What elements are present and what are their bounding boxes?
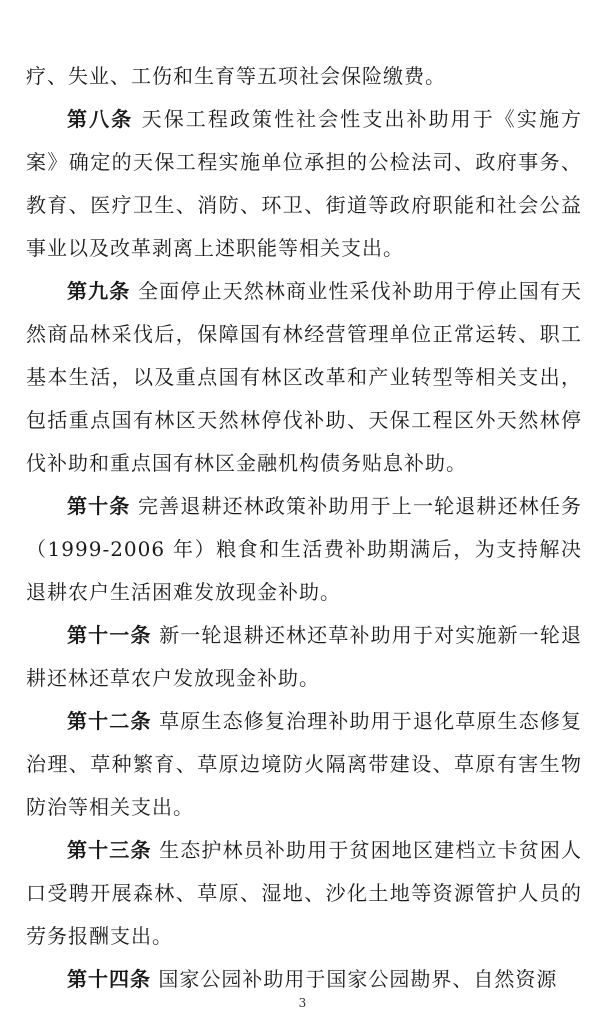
article-14-label: 第十四条	[67, 967, 151, 991]
article-13	[26, 829, 582, 958]
article-10-text: 完善退耕还林政策补助用于上一轮退耕还林任务（1999-2006 年）粮食和生活费补助期满后，为支持解决退耕农户生活困难发放现金补助。	[26, 494, 583, 604]
article-14	[26, 958, 582, 1001]
article-13-text: 生态护林员补助用于贫困地区建档立卡贫困人口受聘开展森林、草原、湿地、沙化土地等资源管护人员的劳务报酬支出。	[26, 838, 583, 948]
article-11	[26, 614, 582, 700]
article-8-label: 第八条	[67, 107, 134, 131]
article-8-text: 天保工程政策性社会性支出补助用于《实施方案》确定的天保工程实施单位承担的公检法司、政府事务、教育、医疗卫生、消防、环卫、街道等政府职能和社会公益事业以及改革剥离上述职能等相关支出。	[26, 107, 583, 260]
continued-text: 疗、失业、工伤和生育等五项社会保险缴费。	[26, 64, 446, 88]
article-12	[26, 700, 582, 829]
article-11-label: 第十一条	[67, 623, 152, 647]
article-9	[26, 270, 582, 485]
article-8	[26, 98, 582, 270]
continued-paragraph	[26, 55, 582, 98]
article-10	[26, 485, 582, 614]
article-12-label: 第十二条	[67, 709, 152, 733]
article-14-text: 国家公园补助用于国家公园勘界、自然资源	[158, 967, 558, 991]
article-13-label: 第十三条	[67, 838, 152, 862]
page-number: 3	[298, 996, 307, 1010]
article-9-text: 全面停止天然林商业性采伐补助用于停止国有天然商品林采伐后，保障国有林经营管理单位正常运转、职工基本生活，以及重点国有林区改革和产业转型等相关支出，包括重点国有林区天然林停伐补助、天保工程区外天然林停伐补助和重点国有林区金融机构债务贴息补助。	[26, 279, 583, 475]
document-body	[26, 55, 582, 1001]
article-12-text: 草原生态修复治理补助用于退化草原生态修复治理、草种繁育、草原边境防火隔离带建设、草原有害生物防治等相关支出。	[26, 709, 583, 819]
article-9-label: 第九条	[67, 279, 131, 303]
article-11-text: 新一轮退耕还林还草补助用于对实施新一轮退耕还林还草农户发放现金补助。	[26, 623, 583, 690]
article-10-label: 第十条	[67, 494, 131, 518]
